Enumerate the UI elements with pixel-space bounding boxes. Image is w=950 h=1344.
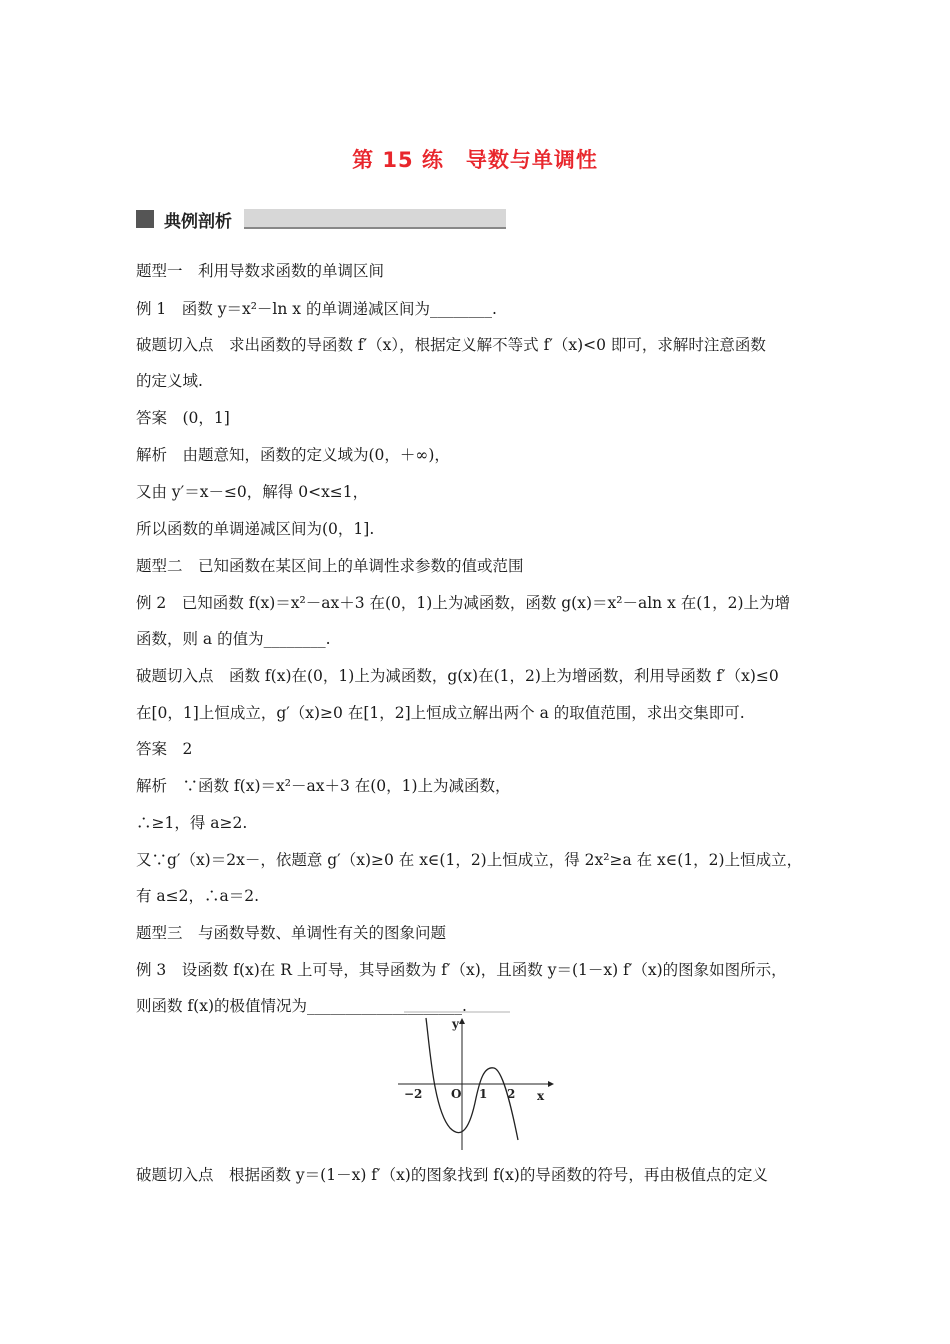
solution-1-line-2: 又由 y′＝x－≤0，解得 0<x≤1， [136, 483, 369, 501]
x-axis-label: x [537, 1089, 545, 1103]
hint-3-line-1: 破题切入点 根据函数 y＝(1－x) f′（x)的图象找到 f(x)的导函数的符号，再由极值点的定义 [136, 1166, 768, 1184]
tick-label-neg2: −2 [404, 1087, 423, 1101]
solution-2-line-1: 解析 ∵函数 f(x)＝x²－ax＋3 在(0，1)上为减函数， [136, 777, 511, 795]
topic-3-heading: 题型三 与函数导数、单调性有关的图象问题 [136, 924, 447, 942]
page-title: 第 15 练 导数与单调性 [352, 148, 598, 172]
tick-label-1: 1 [479, 1087, 488, 1101]
example-2-line-1: 例 2 已知函数 f(x)＝x²－ax＋3 在(0，1)上为减函数，函数 g(x)＝x²－aln x 在(1，2)上为增 [136, 594, 791, 612]
answer-2: 答案 2 [136, 740, 193, 758]
y-axis-label: y [452, 1017, 459, 1031]
section-square-icon [136, 210, 154, 228]
hint-1-line-1: 破题切入点 求出函数的导函数 f′（x），根据定义解不等式 f′（x)<0 即可，求解时注意函数 [136, 336, 766, 354]
topic-2-heading: 题型二 已知函数在某区间上的单调性求参数的值或范围 [136, 557, 524, 575]
example-1: 例 1 函数 y＝x²－ln x 的单调递减区间为________. [136, 300, 497, 318]
tick-label-2: 2 [507, 1087, 516, 1101]
solution-2-line-3: 又∵g′（x)＝2x－，依题意 g′（x)≥0 在 x∈(1，2)上恒成立，得 2x²≥a 在 x∈(1，2)上恒成立， [136, 851, 803, 869]
solution-1-line-3: 所以函数的单调递减区间为(0，1]. [136, 520, 375, 538]
example-3-line-1: 例 3 设函数 f(x)在 R 上可导，其导函数为 f′（x)，且函数 y＝(1－x) f′（x)的图象如图所示， [136, 961, 787, 979]
section-bar [244, 209, 506, 229]
solution-1-line-1: 解析 由题意知，函数的定义域为(0，＋∞)， [136, 446, 450, 464]
section-label: 典例剖析 [164, 211, 232, 232]
example-2-line-2: 函数，则 a 的值为________. [136, 630, 331, 648]
answer-1: 答案 (0，1] [136, 409, 230, 427]
function-curve [426, 1018, 518, 1140]
section-header [136, 206, 506, 232]
function-graph [398, 1010, 558, 1150]
x-axis-arrow-icon [548, 1081, 554, 1087]
hint-2-line-2: 在[0，1]上恒成立，g′（x)≥0 在[1，2]上恒成立解出两个 a 的取值范围，求出交集即可. [136, 704, 745, 722]
example-3-line-2: 则函数 f(x)的极值情况为____________________. [136, 997, 467, 1015]
origin-label: O [451, 1087, 462, 1101]
hint-1-line-2: 的定义域. [136, 372, 203, 390]
solution-2-line-2: ∴≥1，得 a≥2. [136, 814, 248, 832]
solution-2-line-4: 有 a≤2，∴a＝2. [136, 887, 260, 905]
topic-1-heading: 题型一 利用导数求函数的单调区间 [136, 262, 385, 280]
hint-2-line-1: 破题切入点 函数 f(x)在(0，1)上为减函数，g(x)在(1，2)上为增函数，利用导函数 f′（x)≤0 [136, 667, 779, 685]
y-axis-arrow-icon [459, 1018, 465, 1024]
